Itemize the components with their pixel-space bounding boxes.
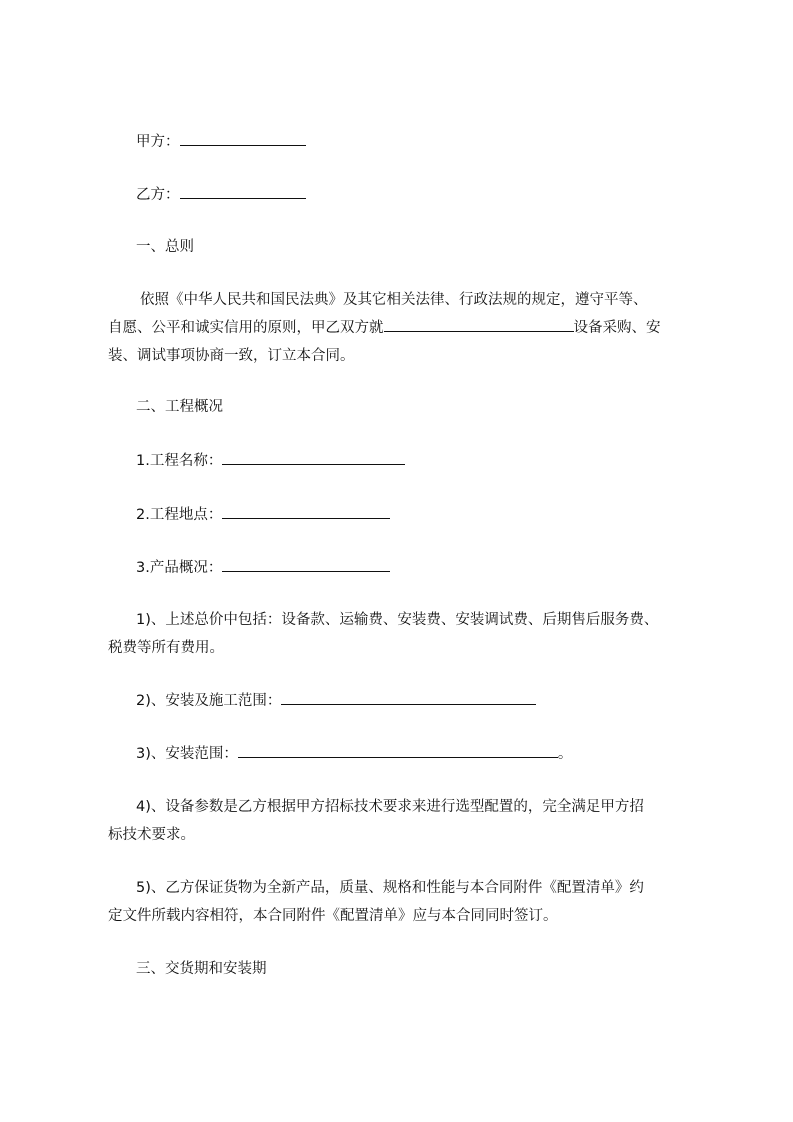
project-location-line <box>136 505 390 525</box>
section1-line2b: 设备采购、安 <box>573 320 661 336</box>
clause-4 <box>108 793 708 849</box>
product-overview-blank <box>222 559 390 572</box>
clause-3-blank <box>238 745 558 758</box>
clause-4-line2: 标技术要求。 <box>108 827 195 843</box>
clause-1-line2: 税费等所有费用。 <box>108 640 224 656</box>
project-location-label: 2.工程地点： <box>136 507 223 523</box>
product-overview-label: 3.产品概况： <box>136 560 223 576</box>
party-a-line <box>136 132 306 152</box>
project-name-line <box>136 451 405 471</box>
party-b-blank <box>180 186 306 199</box>
clause-5 <box>108 874 708 930</box>
party-a-label: 甲方： <box>136 134 180 150</box>
clause-2-blank <box>281 692 536 705</box>
section1-line3: 装、调试事项协商一致，订立本合同。 <box>108 348 355 364</box>
section1-heading: 一、总则 <box>136 239 194 255</box>
section1-line1: 依照《中华人民共和国民法典》及其它相关法律、行政法规的规定，遵守平等、 <box>140 292 648 308</box>
clause-4-line1: 4)、设备参数是乙方根据甲方招标技术要求来进行选型配置的，完全满足甲方招 <box>136 799 644 815</box>
clause-3-end: 。 <box>557 746 573 762</box>
party-a-blank <box>180 133 306 146</box>
clause-5-line1: 5)、乙方保证货物为全新产品，质量、规格和性能与本合同附件《配置清单》约 <box>136 880 644 896</box>
section3-heading: 三、交货期和安装期 <box>136 961 267 977</box>
clause-5-line2: 定文件所载内容相符，本合同附件《配置清单》应与本合同同时签订。 <box>108 908 558 924</box>
clause-1 <box>108 606 708 662</box>
project-location-blank <box>222 506 390 519</box>
project-name-label: 1.工程名称： <box>136 453 223 469</box>
clause-3-label: 3)、安装范围： <box>136 746 238 762</box>
clause-3 <box>136 744 572 764</box>
party-b-line <box>136 185 306 205</box>
party-b-label: 乙方： <box>136 187 180 203</box>
equipment-name-blank <box>384 319 574 332</box>
clause-1-line1: 1)、上述总价中包括：设备款、运输费、安装费、安装调试费、后期售后服务费、 <box>136 612 659 628</box>
section2-heading: 二、工程概况 <box>136 399 223 415</box>
clause-2 <box>136 691 536 711</box>
section1-paragraph <box>108 286 708 370</box>
project-name-blank <box>222 452 405 465</box>
section1-line2a: 自愿、公平和诚实信用的原则，甲乙双方就 <box>108 320 384 336</box>
section1-line2 <box>108 314 708 342</box>
clause-2-label: 2)、安装及施工范围： <box>136 693 282 709</box>
product-overview-line <box>136 558 390 578</box>
